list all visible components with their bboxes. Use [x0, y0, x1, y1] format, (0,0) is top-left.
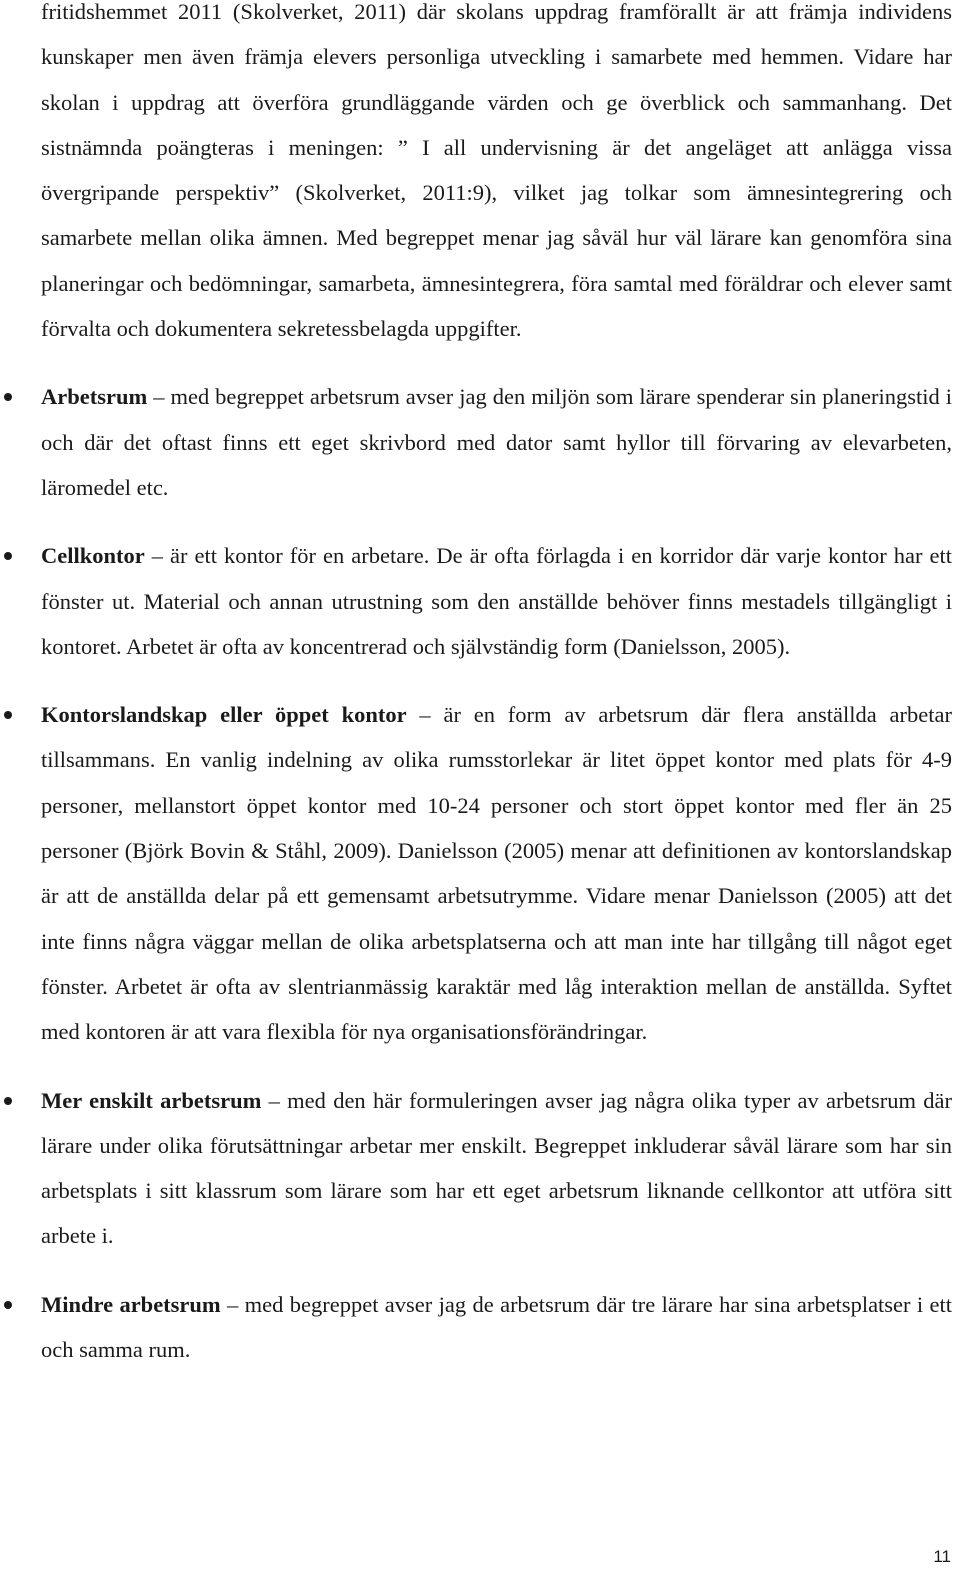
page-number: 11	[933, 1547, 951, 1566]
definition-item-cellkontor	[41, 533, 952, 669]
definition-paragraph	[41, 692, 952, 1054]
page-body	[41, 0, 952, 1395]
bullet-icon	[4, 711, 12, 719]
definition-item-mindre-arbetsrum	[41, 1282, 952, 1373]
definition-item-arbetsrum	[41, 374, 952, 510]
definition-paragraph	[41, 1078, 952, 1259]
definition-text: – med begreppet arbetsrum avser jag den miljön som lärare spenderar sin planeringstid i och där det oftast finns ett eget skrivbord med dator samt hyllor till förvaring av elevarbeten, läromedel etc.	[41, 384, 952, 500]
definition-text: – med begreppet avser jag de arbetsrum där tre lärare har sina arbetsplatser i ett och samma rum.	[41, 1291, 952, 1363]
definition-paragraph	[41, 374, 952, 510]
definition-term: Arbetsrum	[41, 384, 148, 410]
definition-text: – är ett kontor för en arbetare. De är ofta förlagda i en korridor där varje kontor har ett fönster ut. Material och annan utrustning som den anställde behöver finns mestadels tillgängligt i kontoret. Arbetet är ofta av koncentrerad och självständig form (Danielsson, 2005).	[41, 543, 952, 659]
bullet-icon	[4, 1097, 12, 1105]
definition-term: Mer enskilt arbetsrum	[41, 1087, 262, 1113]
definition-term: Kontorslandskap eller öppet kontor	[41, 702, 407, 728]
bullet-icon	[4, 552, 12, 560]
definition-text: – med den här formuleringen avser jag några olika typer av arbetsrum där lärare under olika förutsättningar arbetar mer enskilt. Begreppet inkluderar såväl lärare som har sin arbetsplats i sitt klassrum som lärare som har ett eget arbetsrum liknande cellkontor att utföra sitt arbete i.	[41, 1087, 952, 1249]
definition-item-mer-enskilt-arbetsrum	[41, 1078, 952, 1259]
definition-item-kontorslandskap	[41, 692, 952, 1054]
intro-paragraph: fritidshemmet 2011 (Skolverket, 2011) där skolans uppdrag framförallt är att främja individens kunskaper men även främja elevers personliga utveckling i samarbete med hemmen. Vidare har skolan i uppdrag att överföra grundläggande värden och ge överblick och sammanhang. Det sistnämnda poängteras i meningen: ” I all undervisning är det angeläget att anlägga vissa övergripande perspektiv” (Skolverket, 2011:9), vilket jag tolkar som ämnesintegrering och samarbete mellan olika ämnen. Med begreppet menar jag såväl hur väl lärare kan genomföra sina planeringar och bedömningar, samarbeta, ämnesintegrera, föra samtal med föräldrar och elever samt förvalta och dokumentera sekretessbelagda uppgifter.	[41, 0, 952, 342]
definition-paragraph	[41, 533, 952, 669]
definition-text: – är en form av arbetsrum där flera anställda arbetar tillsammans. En vanlig indelning av olika rumsstorlekar är litet öppet kontor med plats för 4-9 personer, mellanstort öppet kontor med 10-24 personer och stort öppet kontor med fler än 25 personer (Björk Bovin & Ståhl, 2009). Danielsson (2005) menar att definitionen av kontorslandskap är att de anställda delar på ett gemensamt arbetsutrymme. Vidare menar Danielsson (2005) att det inte finns några väggar mellan de olika arbetsplatserna och att man inte har tillgång till något eget fönster. Arbetet är ofta av slentrianmässig karaktär med låg interaktion mellan de anställda. Syftet med kontoren är att vara flexibla för nya organisationsförändringar.	[41, 702, 952, 1045]
definition-list	[41, 374, 952, 1372]
bullet-icon	[4, 1301, 12, 1309]
definition-paragraph	[41, 1282, 952, 1373]
definition-term: Cellkontor	[41, 543, 145, 569]
definition-term: Mindre arbetsrum	[41, 1291, 221, 1317]
bullet-icon	[4, 393, 12, 401]
